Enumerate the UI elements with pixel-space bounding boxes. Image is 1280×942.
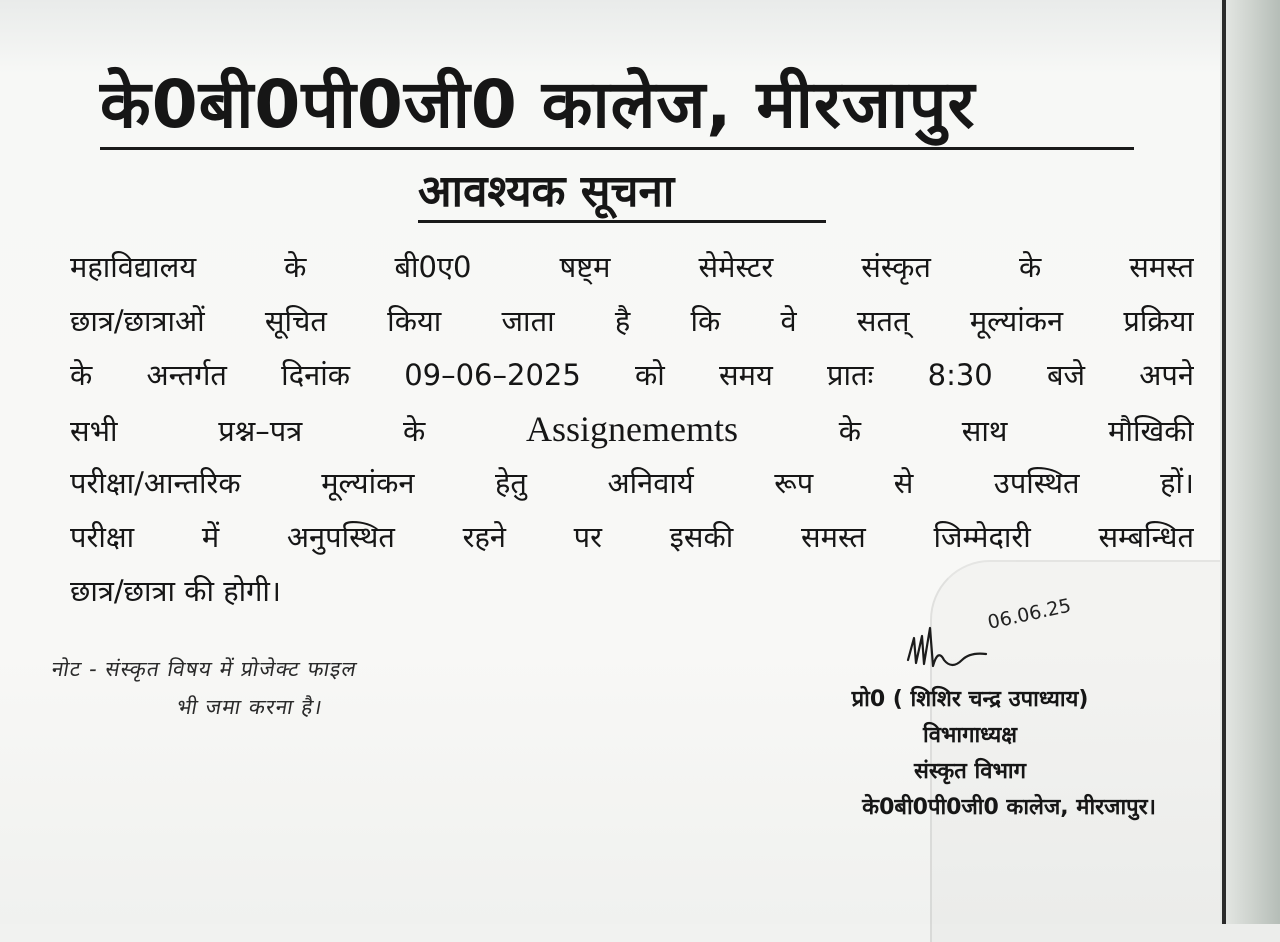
title-underline [100,147,1134,150]
notice-body-line: परीक्षा में अनुपस्थित रहने पर इसकी समस्त जिम्मेदारी सम्बन्धित [70,520,1194,554]
paper-edge [1220,0,1280,924]
handwritten-note-line: नोट - संस्कृत विषय में प्रोजेक्ट फाइल [49,657,360,681]
notice-body-line: महाविद्यालय के बी0ए0 षष्ट्म सेमेस्टर संस्कृत के समस्त [70,250,1194,284]
notice-body-line: छात्र/छात्रा की होगी। [70,574,281,608]
signatory-designation: विभागाध्यक्ष [923,723,1017,748]
heading-underline [418,220,826,223]
notice-heading: आवश्यक सूचना [418,166,675,217]
signatory-name: प्रो0 ( शिशिर चन्द्र उपाध्याय) [851,687,1089,712]
notice-body-line: परीक्षा/आन्तरिक मूल्यांकन हेतु अनिवार्य रूप से उपस्थित हों। [70,466,1194,500]
notice-body-line: के अन्तर्गत दिनांक 09–06–2025 को समय प्रातः 8:30 बजे अपने [70,358,1194,392]
notice-body-text: सभी प्रश्न–पत्र के [70,414,526,448]
handwritten-note [49,650,652,726]
handwritten-note-line: भी जमा करना है। [174,695,325,719]
college-title: के0बी0पी0जी0 कालेज, मीरजापुर [100,66,976,143]
signatory-department: संस्कृत विभाग [913,759,1026,784]
notice-body-text: के साथ मौखिकी [838,414,1194,448]
notice-body-line [70,402,1194,456]
signatory-block [770,682,1170,826]
signature-date: 06.06.25 [985,594,1074,634]
notice-body [70,240,1194,618]
assignments-word: Assignememts [525,409,738,449]
notice-body-line: छात्र/छात्राओं सूचित किया जाता है कि वे सतत् मूल्यांकन प्रक्रिया [70,304,1194,338]
signatory-college: के0बी0पी0जी0 कालेज, मीरजापुर। [862,795,1156,820]
